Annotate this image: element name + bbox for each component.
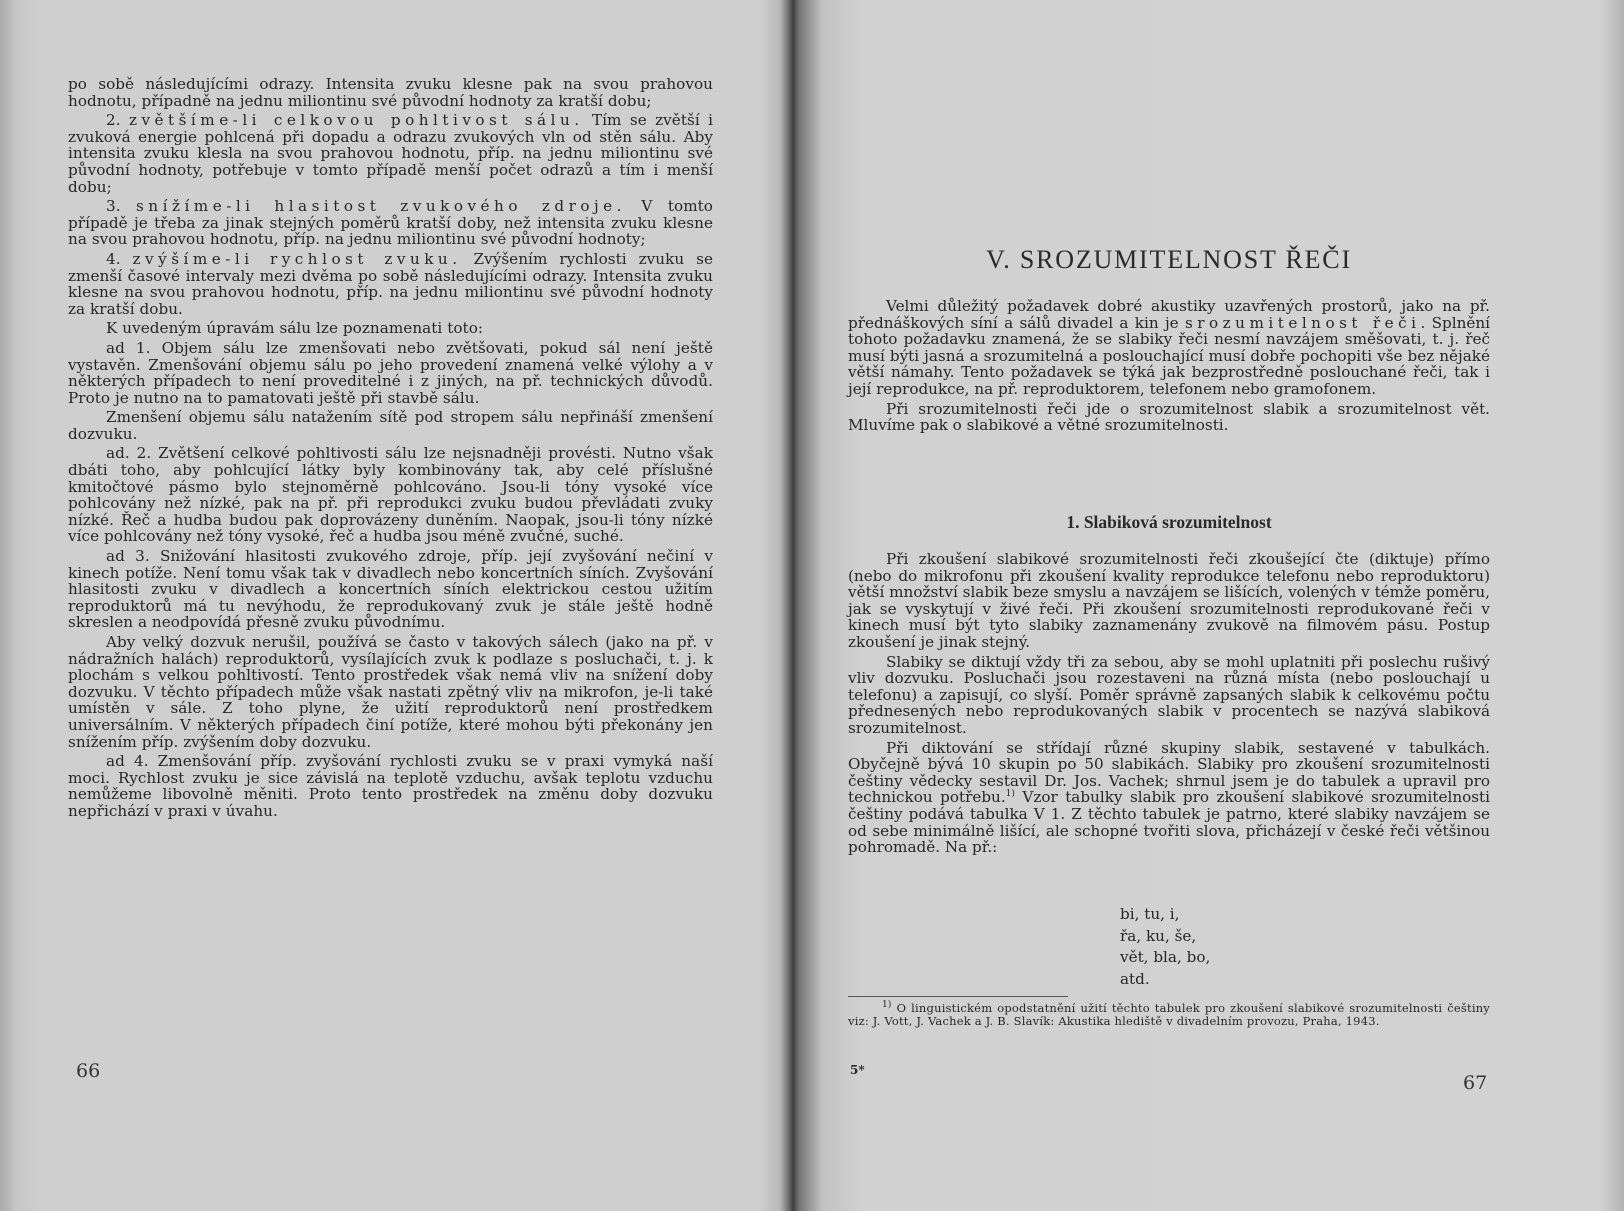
paragraph: 2. zvětšíme-li celkovou pohltivost sálu. Tím se zvětší i zvuková energie pohlcená při dopadu a odrazu zvukových vln od stěn sálu. Aby intensita zvuku klesla na svou prahovou hodnotu, příp. na jednu miliontinu své původní hodnoty, potřebuje v tomto případě menší počet odrazů a tím i menší dobu; (68, 111, 714, 196)
paragraph: 3. snížíme-li hlasitost zvukového zdroje. V tomto případě je třeba za jinak stejných poměrů kratší doby, než intensita zvuku klesne na svou prahovou hodnotu, příp. na jednu miliontinu své původní hodnoty; (68, 197, 714, 249)
page-number-left: 66 (76, 1060, 101, 1082)
paragraph: Při diktování se střídají různé skupiny slabik, sestavené v tabulkách. Obyčejně bývá 10 skupin po 50 slabikách. Slabiky pro zkoušení srozumitelnosti češtiny vědecky sestavil Dr. Jos. Vachek; shrnul jsem je do tabulek a upravil pro technickou potřebu.$^{1)}$ Vzor tabulky slabik pro zkoušení slabikové srozumitelnosti češtiny podává tabulka V 1. Z těchto tabulek je patrno, které slabiky navzájem se od sebe minimálně lišící, ale schopné tvořiti slova, přicházejí v české řeči většinou pohromadě. Na př.: (848, 738, 1490, 857)
section-heading: 1. Slabiková srozumitelnost (1066, 512, 1272, 532)
paragraph: ad 3. Snižování hlasitosti zvukového zdroje, příp. její zvyšování nečiní v kinech potíže. Není tomu však tak v divadlech nebo koncertních síních. Zvyšování hlasitosti zvuku v divadlech a koncertních síních elektrickou cestou užitím reproduktorů má tu nevýhodu, že reprodukovaný zvuk je stále ještě hodně skreslen a neodpovídá přesně zvuku původnímu. (68, 547, 713, 632)
right-page (848, 0, 1490, 1211)
chapter-intro (848, 298, 1490, 437)
paragraph: Aby velký dozvuk nerušil, používá se často v takových sálech (jako na př. v nádražních halách) reproduktorů, vysílajících zvuk k podlaze s posluchači, t. j. k plochám s velkou pohltivostí. Tento prostředek však nemá vliv na snížení doby dozvuku. V těchto případech může však nastati zpětný vliv na mikrofon, je-li také umístěn v sále. Z toho plyne, že užití reproduktorů není prostředkem universálním. V některých případech činí potíže, které mohou býti překonány jen snížením příp. zvýšením doby dozvuku. (68, 633, 713, 751)
paragraph: 4. zvýšíme-li rychlost zvuku. Zvýšením rychlosti zvuku se zmenší časové intervaly mezi dvěma po sobě následujícími odrazy. Intensita zvuku klesne na svou prahovou hodnotu, příp. na jednu miliontinu své původní hodnoty za kratší dobu. (68, 249, 714, 318)
paragraph: Slabiky se diktují vždy tři za sebou, aby se mohl uplatniti při poslechu rušivý vliv dozvuku. Posluchači jsou rozestaveni na různá místa (nebo poslouchají u telefonu) a zapisují, co slyší. Poměr správně zapsaných slabik k celkovému počtu přednesených nebo reprodukovaných slabik v procentech se nazývá slabiková srozumitelnost. (848, 652, 1490, 737)
syllable-line: vět, bla, bo, (1120, 948, 1211, 966)
paragraph: ad. 2. Zvětšení celkové pohltivosti sálu lze nejsnadněji provésti. Nutno však dbáti toho, aby pohlcující látky byly kombinovány tak, aby celé příslušné kmitočtové pásmo bylo stejnoměrně pohlcováno. Jsou-li tóny vysoké více pohlcovány než nízké, pak na př. při reprodukci zvuku budou převládati zvuky nízké. Řeč a hudba budou pak doprovázeny duněním. Naopak, jsou-li tóny nízké více pohlcovány než tóny vysoké, řeč a hudba jsou méně zvučné, suché. (68, 444, 713, 546)
footnote-divider (848, 996, 1068, 997)
section-body (848, 551, 1490, 859)
footnote: $^{1)}$ O linguistickém opodstatnění užití těchto tabulek pro zkoušení slabikové srozumitelnosti češtiny viz: J. Vott, J. Vachek a J. B. Slavík: Akustika hlediště v divadelním provozu, Praha, 1943. (848, 1000, 1491, 1029)
chapter-title: V. SROZUMITELNOST ŘEČI (986, 245, 1352, 274)
signature-mark: 5* (850, 1063, 865, 1077)
paragraph: po sobě následujícími odrazy. Intensita zvuku klesne pak na svou prahovou hodnotu, případně na jednu miliontinu své původní hodnoty za kratší dobu; (68, 75, 713, 110)
footnote-reference: 1) (1005, 789, 1015, 800)
paragraph: Při zkoušení slabikové srozumitelnosti řeči zkoušející čte (diktuje) přímo (nebo do mikrofonu při zkoušení kvality reprodukce telefonu nebo reproduktoru) větší množství slabik beze smyslu a navzájem se lišících, volených v témže poměru, jak se vyskytují v živé řeči. Při zkoušení srozumitelnosti reprodukované řeči v kinech musí být tyto slabiky zaznamenány zvukově na filmovém pásu. Postup zkoušení je jinak stejný. (848, 550, 1490, 651)
paragraph: K uvedeným úpravám sálu lze poznamenati toto: (106, 319, 484, 338)
syllable-examples (1120, 904, 1210, 990)
paragraph: ad 4. Zmenšování příp. zvyšování rychlosti zvuku se v praxi vymyká naší moci. Rychlost zvuku je sice závislá na teplotě vzduchu, avšak teplotu vzduchu nemůžeme libovolně měniti. Proto tento prostředek na změnu doby dozvuku nepřichází v praxi v úvahu. (68, 752, 713, 820)
left-page (68, 0, 713, 1211)
paragraph: Při srozumitelnosti řeči jde o srozumitelnost slabik a srozumitelnost vět. Mluvíme pak o slabikové a větné srozumitelnosti. (848, 399, 1490, 435)
paragraph: Zmenšení objemu sálu natažením sítě pod stropem sálu nepřináší zmenšení dozvuku. (68, 408, 713, 443)
paragraph: Velmi důležitý požadavek dobré akustiky uzavřených prostorů, jako na př. přednáškových síní a sálů divadel a kin je srozumitelnost řeči. Splnění tohoto požadavku znamená, že se slabiky řeči nesmí navzájem směšovati, t. j. řeč musí býti jasná a srozumitelná a poslouchající musí dobře pochopiti vše bez nějaké větší námahy. Tento požadavek se týká jak bezprostředně poslouchané řeči, tak i její reprodukce, na př. reproduktorem, telefonem nebo gramofonem. (848, 297, 1490, 398)
footnote-mark: 1) (882, 1000, 892, 1011)
syllable-line: řa, ku, še, (1120, 926, 1197, 945)
syllable-line: atd. (1120, 969, 1150, 988)
paragraph: ad 1. Objem sálu lze zmenšovati nebo zvětšovati, pokud sál není ještě vystavěn. Zmenšování objemu sálu po jeho provedení znamená velké výlohy a v některých případech to není proveditelné i z jiných, na př. technických důvodů. Proto je nutno na to pamatovati ještě při stavbě sálu. (68, 338, 713, 407)
page-number-right: 67 (1463, 1072, 1488, 1094)
left-page-body (68, 76, 713, 823)
syllable-line: bi, tu, i, (1120, 905, 1180, 923)
